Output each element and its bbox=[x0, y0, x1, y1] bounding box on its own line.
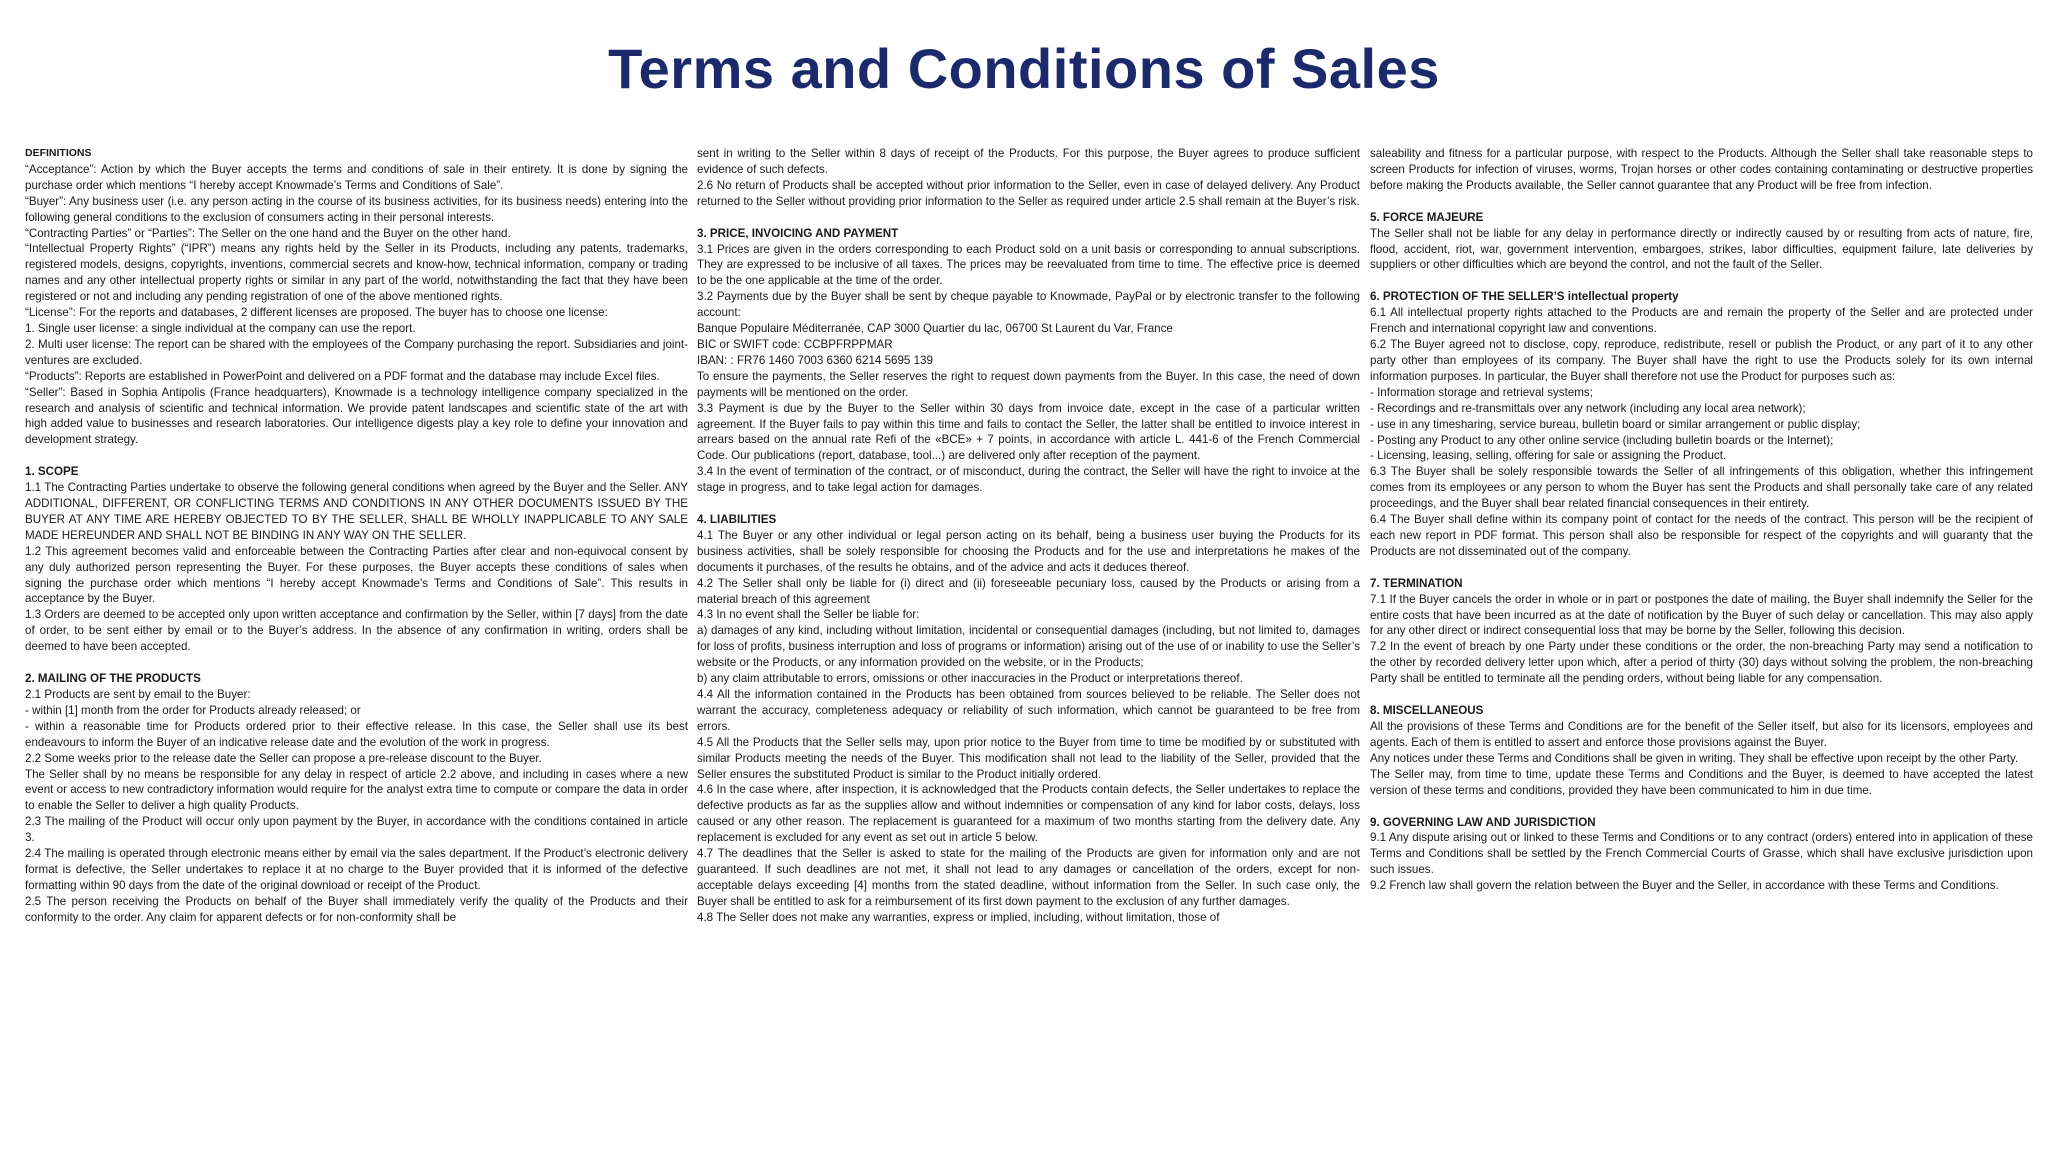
section bbox=[1370, 703, 2033, 798]
section bbox=[697, 146, 1360, 210]
paragraph: To ensure the payments, the Seller reserves the right to request down payments from the Buyer. In this case, the need of down payments will be mentioned on the order. bbox=[697, 369, 1360, 399]
paragraph: 4.2 The Seller shall only be liable for (i) direct and (ii) foreseeable pecuniary loss, caused by the Products or arising from a material breach of this agreement bbox=[697, 576, 1360, 606]
section bbox=[1370, 146, 2033, 194]
paragraph: “Products”: Reports are established in PowerPoint and delivered on a PDF format and the database may include Excel files. bbox=[25, 369, 660, 383]
paragraph: 1. Single user license: a single individual at the company can use the report. bbox=[25, 321, 416, 335]
paragraph: 2.4 The mailing is operated through electronic means either by email via the sales department. If the Product’s electronic delivery format is defective, the Seller undertakes to replace it at no charge to the Buyer provided that it is informed of the defective formatting within 90 days from the date of the original download or receipt of the Product. bbox=[25, 847, 688, 892]
paragraph: 4.6 In the case where, after inspection, it is acknowledged that the Products contain defects, the Seller undertakes to replace the defective products as far as the supplies allow and without indemnities or compensation of any kind for labor costs, delays, loss caused or any other reason. The replacement is guaranteed for a maximum of two months starting from the delivery date. Any replacement is excluded for any event as set out in article 5 below. bbox=[697, 783, 1360, 845]
paragraph: 3.3 Payment is due by the Buyer to the Seller within 30 days from invoice date, except in the case of a particular written agreement. If the Buyer fails to pay within this time and fails to contact the Seller, the latter shall be entitled to invoice interest in arrears based on the annual rate Refi of the «BCE» + 7 points, in accordance with article L. 441-6 of the French Commercial Code. Our publications (report, database, tool...) are delivered only after reception of the payment. bbox=[697, 401, 1360, 463]
paragraph: - Information storage and retrieval systems; bbox=[1370, 385, 1593, 399]
paragraph: 7.1 If the Buyer cancels the order in whole or in part or postpones the date of mailing, the Buyer shall indemnify the Seller for the entire costs that have been incurred as at the date of notification by the Buyer of such delay or cancellation. This may also apply for any other direct or indirect consequential loss that may be borne by the Seller, following this decision. bbox=[1370, 592, 2033, 638]
column-right bbox=[1370, 146, 2033, 894]
paragraph: saleability and fitness for a particular purpose, with respect to the Products. Although the Seller shall take reasonable steps to screen Products for infection of viruses, worms, Trojan horses or other codes containing contaminating or destructive properties before making the Products available, the Seller cannot guarantee that any Product will be free from infection. bbox=[1370, 147, 2033, 192]
paragraph: 6.2 The Buyer agreed not to disclose, copy, reproduce, redistribute, resell or publish the Product, or any part of it to any other party other than employees of its company. The Buyer shall have the right to use the Products solely for its own internal information purposes. In particular, the Buyer shall therefore not use the Product for purposes such as: bbox=[1370, 338, 2033, 383]
paragraph: “Seller”: Based in Sophia Antipolis (France headquarters), Knowmade is a technology intelligence company specialized in the research and analysis of scientific and technical information. We provide patent landscapes and scientific state of the art with high added value to businesses and research laboratories. Our intelligence digests play a key role to define your innovation and development strategy. bbox=[25, 385, 688, 447]
paragraph: - within [1] month from the order for Products already released; or bbox=[25, 703, 361, 717]
column-left bbox=[25, 146, 688, 926]
paragraph: a) damages of any kind, including without limitation, incidental or consequential damages (including, but not limited to, damages for loss of profits, business interruption and loss of programs or information) arising out of the use of or inability to use the Seller’s website or the Products, or any information provided on the website, or in the Products; bbox=[697, 624, 1360, 670]
paragraph: The Seller shall by no means be responsible for any delay in respect of article 2.2 above, and including in cases where a new event or access to new contradictory information would require for the analyst extra time to compute or compare the data in order to enable the Seller to deliver a high quality Products. bbox=[25, 767, 688, 813]
section-heading: 1. SCOPE bbox=[25, 465, 79, 479]
paragraph: 6.4 The Buyer shall define within its company point of contact for the needs of the contract. This person will be the recipient of each new report in PDF format. This person shall also be responsible for respect of the copyrights and will guaranty that the Products are not disseminated out of the company. bbox=[1370, 513, 2033, 558]
paragraph: 2.6 No return of Products shall be accepted without prior information to the Seller, even in case of delayed delivery. Any Product returned to the Seller without providing prior information to the Seller as required under article 2.5 shall remain at the Buyer’s risk. bbox=[697, 178, 1360, 208]
paragraph: “Intellectual Property Rights” (“IPR”) means any rights held by the Seller in its Products, including any patents, trademarks, registered models, designs, copyrights, inventions, commercial secrets and know-how, technical information, company or trading names and any other intellectual property rights or similar in any part of the world, notwithstanding the fact that they have been registered or not and including any pending registration of one of the above mentioned rights. bbox=[25, 242, 688, 304]
section-heading: 2. MAILING OF THE PRODUCTS bbox=[25, 672, 201, 686]
section-heading: 7. TERMINATION bbox=[1370, 576, 1463, 590]
section bbox=[697, 512, 1360, 926]
paragraph: 9.2 French law shall govern the relation between the Buyer and the Seller, in accordance with these Terms and Conditions. bbox=[1370, 879, 1999, 893]
paragraph: Banque Populaire Méditerranée, CAP 3000 Quartier du lac, 06700 St Laurent du Var, France bbox=[697, 322, 1173, 336]
paragraph: The Seller shall not be liable for any delay in performance directly or indirectly caused by or resulting from acts of nature, fire, flood, accident, riot, war, government intervention, embargoes, strikes, labor difficulties, equipment failure, late deliveries by suppliers or other difficulties which are beyond the control, and not the fault of the Seller. bbox=[1370, 226, 2033, 272]
paragraph: All the provisions of these Terms and Conditions are for the benefit of the Seller itself, but also for its licensors, employees and agents. Each of them is entitled to assert and enforce those provisions against the Buyer. bbox=[1370, 720, 2033, 749]
paragraph: 4.3 In no event shall the Seller be liable for: bbox=[697, 608, 920, 622]
paragraph: 3.1 Prices are given in the orders corresponding to each Product sold on a unit basis or corresponding to annual subscriptions. They are expressed to be inclusive of all taxes. The prices may be reevaluated from time to time. The effective price is deemed to be the one applicable at the time of the order. bbox=[697, 242, 1360, 288]
page-title: Terms and Conditions of Sales bbox=[608, 37, 1440, 100]
paragraph: - within a reasonable time for Products ordered prior to their effective release. In this case, the Seller shall use its best endeavours to inform the Buyer of an indicative release date and the evolution of the work in progress. bbox=[25, 719, 688, 749]
section bbox=[1370, 210, 2033, 274]
section bbox=[25, 146, 688, 448]
section-heading: 9. GOVERNING LAW AND JURISDICTION bbox=[1370, 815, 1596, 829]
paragraph: 7.2 In the event of breach by one Party under these conditions or the order, the non-breaching Party may send a notification to the other by recorded delivery letter upon which, after a period of thirty (30) days without solving the problem, the non-breaching Party shall be entitled to terminate all the pending orders, without being liable for any compensation. bbox=[1370, 640, 2033, 686]
section bbox=[1370, 289, 2033, 559]
paragraph: 4.4 All the information contained in the Products has been obtained from sources believed to be reliable. The Seller does not warrant the accuracy, completeness adequacy or reliability of such information, which cannot be guaranteed to be free from errors. bbox=[697, 688, 1360, 733]
paragraph: “Buyer”: Any business user (i.e. any person acting in the course of its business activities, for its business needs) entering into the following general conditions to the exclusion of consumers acting in their personal interests. bbox=[25, 194, 688, 224]
section-heading: DEFINITIONS bbox=[25, 147, 92, 159]
paragraph: 3.2 Payments due by the Buyer shall be sent by cheque payable to Knowmade, PayPal or by electronic transfer to the following account: bbox=[697, 290, 1360, 320]
section bbox=[25, 671, 688, 926]
paragraph: 2.1 Products are sent by email to the Buyer: bbox=[25, 688, 251, 701]
paragraph: - Posting any Product to any other online service (including bulletin boards or the Internet); bbox=[1370, 433, 1834, 447]
section-heading: 4. LIABILITIES bbox=[697, 513, 777, 527]
paragraph: b) any claim attributable to errors, omissions or other inaccuracies in the Product or interpretations thereof. bbox=[697, 672, 1243, 686]
paragraph: Any notices under these Terms and Conditions shall be given in writing. They shall be effective upon receipt by the other Party. bbox=[1370, 751, 2019, 765]
paragraph: 4.7 The deadlines that the Seller is asked to state for the mailing of the Products are given for information only and are not guaranteed. If such deadlines are not met, it shall not lead to any damages or cancellation of the orders, except for non-acceptable delays exceeding [4] months from the stated deadline, without information from the Seller. In such case only, the Buyer shall be entitled to ask for a reimbursement of its first down payment to the exclusion of any further damages. bbox=[697, 847, 1360, 908]
paragraph: - Licensing, leasing, selling, offering for sale or assigning the Product. bbox=[1370, 449, 1727, 463]
paragraph: 1.1 The Contracting Parties undertake to observe the following general conditions when agreed by the Buyer and the Seller. ANY ADDITIONAL, DIFFERENT, OR CONFLICTING TERMS AND CONDITIONS IN ANY OTHER DOCUMENTS ISSUED BY THE BUYER AT ANY TIME ARE HEREBY OBJECTED TO BY THE SELLER, SHALL BE WHOLLY INAPPLICABLE TO ANY SALE MADE HEREUNDER AND SHALL NOT BE BINDING IN ANY WAY ON THE SELLER. bbox=[25, 481, 688, 542]
paragraph: - use in any timesharing, service bureau, bulletin board or similar arrangement or public display; bbox=[1370, 417, 1861, 431]
paragraph: 6.1 All intellectual property rights attached to the Products are and remain the property of the Seller and are protected under French and international copyright law and conventions. bbox=[1370, 306, 2033, 336]
section-heading: 3. PRICE, INVOICING AND PAYMENT bbox=[697, 226, 899, 240]
paragraph: 4.5 All the Products that the Seller sells may, upon prior notice to the Buyer from time to time be modified by or substituted with similar Products meeting the needs of the Buyer. This modification shall not lead to the liability of the Seller, provided that the Seller ensures the substituted Product is similar to the Product initially ordered. bbox=[697, 735, 1360, 781]
section bbox=[1370, 815, 2033, 895]
paragraph: 2. Multi user license: The report can be shared with the employees of the Company purchasing the report. Subsidiaries and joint-ventures are excluded. bbox=[25, 337, 688, 367]
paragraph: “Acceptance”: Action by which the Buyer accepts the terms and conditions of sale in their entirety. It is done by signing the purchase order which mentions “I hereby accept Knowmade’s Terms and Conditions of Sale”. bbox=[25, 162, 688, 192]
paragraph: The Seller may, from time to time, update these Terms and Conditions and the Buyer, is deemed to have accepted the latest version of these terms and conditions, provided they have been communicated to him in due time. bbox=[1370, 767, 2033, 797]
paragraph: 4.1 The Buyer or any other individual or legal person acting on its behalf, being a business user buying the Products for its business activities, shall be solely responsible for choosing the Products and for the use and interpretations he makes of the documents it purchases, of the results he obtains, and of the advice and acts it deduces thereof. bbox=[697, 528, 1360, 574]
paragraph: “Contracting Parties” or “Parties”: The Seller on the one hand and the Buyer on the other hand. bbox=[25, 226, 511, 240]
paragraph: 6.3 The Buyer shall be solely responsible towards the Seller of all infringements of this obligation, whether this infringement comes from its employees or any person to whom the Buyer has sent the Products and shall personally take care of any related proceedings, and the Buyer shall bear related financial consequences in their entirety. bbox=[1370, 465, 2033, 511]
column-middle bbox=[697, 146, 1360, 926]
section bbox=[25, 464, 688, 655]
section-heading: 8. MISCELLANEOUS bbox=[1370, 704, 1484, 718]
paragraph: 1.3 Orders are deemed to be accepted only upon written acceptance and confirmation by the Seller, within [7 days] from the date of order, to be sent either by email or to the Buyer’s address. In the absence of any confirmation in writing, orders shall be deemed to have been accepted. bbox=[25, 608, 688, 654]
paragraph: 2.3 The mailing of the Product will occur only upon payment by the Buyer, in accordance with the conditions contained in article 3. bbox=[25, 815, 688, 845]
paragraph: sent in writing to the Seller within 8 days of receipt of the Products. For this purpose, the Buyer agrees to produce sufficient evidence of such defects. bbox=[697, 147, 1360, 176]
paragraph: 9.1 Any dispute arising out or linked to these Terms and Conditions or to any contract (orders) entered into in application of these Terms and Conditions shall be settled by the French Commercial Courts of Grasse, which shall have exclusive jurisdiction upon such issues. bbox=[1370, 831, 2033, 877]
section bbox=[697, 226, 1360, 496]
paragraph: BIC or SWIFT code: CCBPFRPPMAR bbox=[697, 337, 893, 351]
paragraph: - Recordings and re-transmittals over any network (including any local area network); bbox=[1370, 401, 1806, 415]
paragraph: 4.8 The Seller does not make any warranties, express or implied, including, without limitation, those of bbox=[697, 910, 1220, 924]
paragraph: 3.4 In the event of termination of the contract, or of misconduct, during the contract, the Seller will have the right to invoice at the stage in progress, and to take legal action for damages. bbox=[697, 465, 1360, 495]
paragraph: 2.2 Some weeks prior to the release date the Seller can propose a pre-release discount to the Buyer. bbox=[25, 751, 542, 765]
section bbox=[1370, 576, 2033, 687]
section-heading: 5. FORCE MAJEURE bbox=[1370, 210, 1484, 224]
paragraph: IBAN: : FR76 1460 7003 6360 6214 5695 139 bbox=[697, 353, 933, 367]
paragraph: 2.5 The person receiving the Products on behalf of the Buyer shall immediately verify the quality of the Products and their conformity to the order. Any claim for apparent defects or for non-conformity shall be bbox=[25, 894, 688, 924]
paragraph: “License”: For the reports and databases, 2 different licenses are proposed. The buyer has to choose one license: bbox=[25, 306, 608, 320]
paragraph: 1.2 This agreement becomes valid and enforceable between the Contracting Parties after clear and non-equivocal consent by any duly authorized person representing the Buyer. For these purposes, the Buyer accepts these conditions of sales when signing the purchase order which mentions “I hereby accept Knowmade’s Terms and Conditions of Sale”. This results in acceptance by the Buyer. bbox=[25, 544, 688, 606]
section-heading: 6. PROTECTION OF THE SELLER’S intellectual property bbox=[1370, 290, 1679, 304]
